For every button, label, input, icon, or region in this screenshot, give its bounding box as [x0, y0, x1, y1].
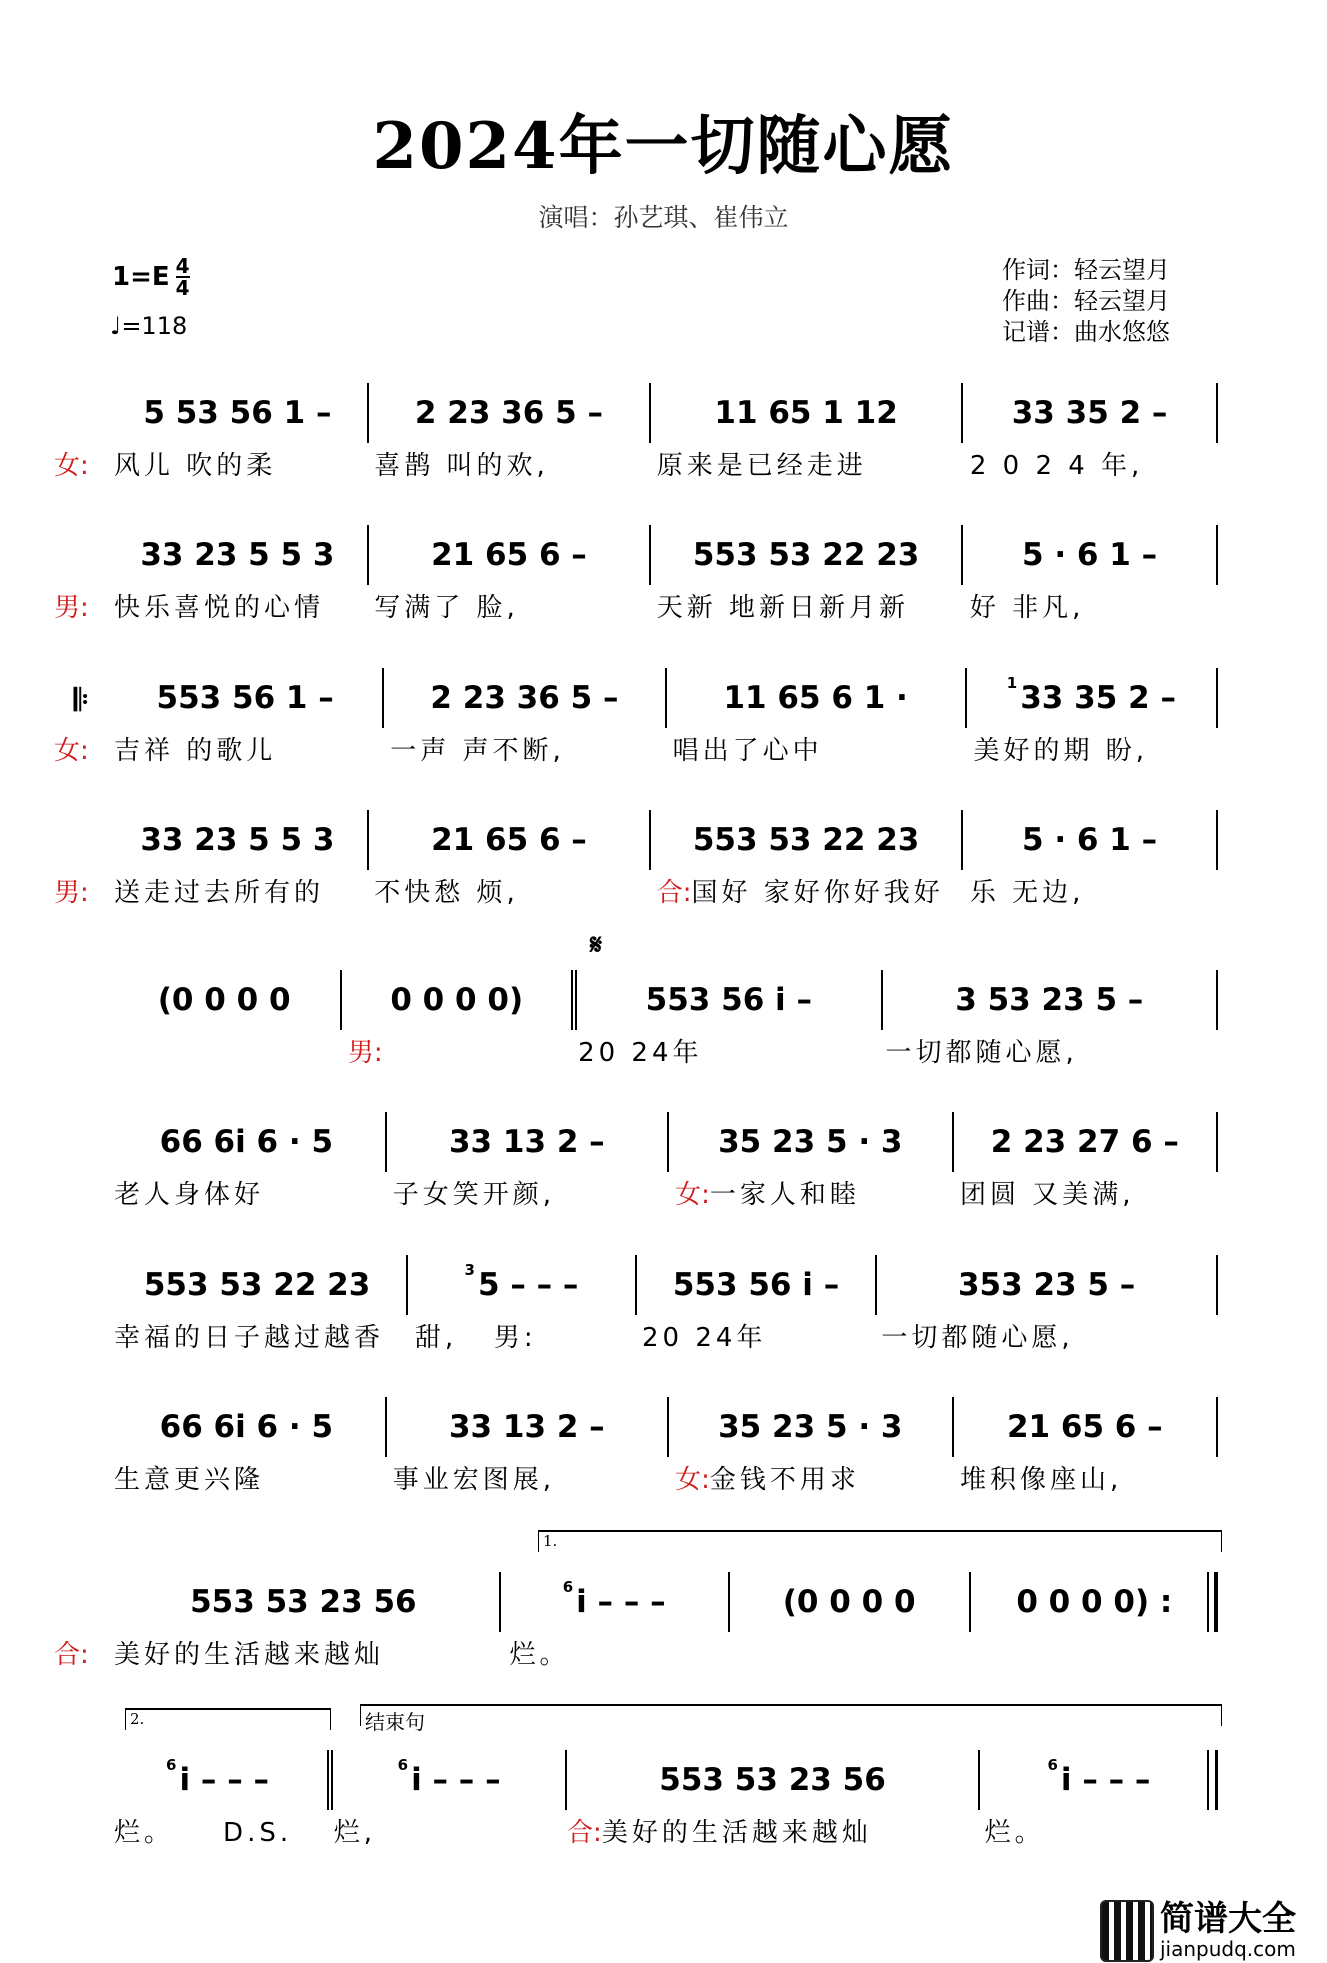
lyric-text: 烂,	[333, 1817, 377, 1848]
measure-note-group	[166, 1756, 269, 1798]
repeat-start-icon: 𝄆	[74, 683, 89, 718]
lyrics-line	[108, 1810, 1218, 1850]
singer-role-label: 合:	[567, 1817, 602, 1848]
lyric-text: 事业宏图展,	[392, 1464, 555, 1495]
lyrics-line	[54, 1632, 1218, 1672]
measure-note-group	[160, 1409, 333, 1445]
lyric-text: 天新 地新日新月新	[656, 592, 909, 623]
measure	[108, 668, 384, 728]
lyric-text: 金钱不用求	[709, 1464, 860, 1495]
measure-note-group	[1022, 822, 1157, 858]
measure-lyrics	[561, 1810, 979, 1850]
measure-notes: 33 23 5 5 3	[140, 822, 335, 858]
measure-notes: 5 · 6 1 –	[1022, 537, 1158, 573]
measure	[883, 970, 1219, 1030]
lyric-text: 美好的生活越来越灿	[601, 1817, 872, 1848]
measure-lyrics	[968, 728, 1218, 768]
measure-notes: 0 0 0 0)	[390, 982, 524, 1018]
measure	[108, 1750, 333, 1810]
measure	[108, 1112, 387, 1172]
lyric-text: 写满了 脸,	[374, 592, 519, 623]
singer-role-label: 女:	[675, 1464, 710, 1495]
lyric-text: 一切都随心愿,	[885, 1037, 1078, 1068]
measure	[108, 383, 369, 443]
measure-lyrics	[387, 1457, 669, 1497]
measure-lyrics	[651, 585, 964, 625]
notation-system	[108, 383, 1218, 443]
measure	[108, 525, 369, 585]
measure	[954, 1112, 1218, 1172]
tempo: ♩=118	[110, 312, 188, 340]
measure	[980, 1750, 1218, 1810]
measure-note-group	[160, 1124, 333, 1160]
lyrics-line	[108, 1457, 1218, 1497]
measure	[369, 810, 651, 870]
watermark	[1100, 1900, 1296, 1962]
measure	[577, 970, 882, 1030]
measure-notes: 33 23 5 5 3	[140, 537, 335, 573]
singer-role-label: 合:	[656, 877, 692, 908]
measure	[408, 1255, 637, 1315]
singer-role-label: 合:	[54, 1639, 89, 1670]
measure	[108, 1397, 387, 1457]
singers: 演唱：孙艺琪、崔伟立	[538, 203, 789, 232]
lyric-text: 堆积像座山,	[960, 1464, 1123, 1495]
measure-lyrics	[731, 1632, 970, 1672]
measure-lyrics	[572, 1030, 879, 1070]
lyrics-line	[54, 443, 1218, 483]
transcriber: 记谱：曲水悠悠	[1002, 318, 1170, 346]
measure	[651, 525, 963, 585]
measure-note-group	[693, 537, 920, 573]
measure-lyrics	[108, 1315, 409, 1355]
lyric-text: 不快愁 烦,	[374, 877, 519, 908]
lyrics-line	[54, 585, 1218, 625]
measure-notes: i – – –	[1060, 1762, 1151, 1798]
measure-notes: 35 23 5 · 3	[718, 1409, 903, 1445]
grace-note: 1	[1006, 674, 1018, 692]
measure-note-group	[190, 1584, 417, 1620]
notation-system	[108, 668, 1218, 728]
measure	[369, 383, 651, 443]
time-signature	[176, 256, 190, 298]
measure	[971, 1572, 1218, 1632]
singer-role-label: 男:	[54, 877, 89, 908]
measure-notes: 553 56 i –	[672, 1267, 840, 1303]
measure-notes: 353 23 5 –	[957, 1267, 1136, 1303]
volta-bracket: 2.	[125, 1708, 331, 1730]
lyric-text: 甜, 男:	[414, 1322, 537, 1353]
lyric-text: 原来是已经走进	[656, 450, 867, 481]
measure-notes: 5 · 6 1 –	[1022, 822, 1158, 858]
measure-note-group	[449, 1409, 605, 1445]
measure-lyrics	[651, 443, 964, 483]
measure	[108, 1572, 501, 1632]
measure-notes: 66 6i 6 · 5	[159, 1409, 334, 1445]
lyric-text: 老人身体好	[114, 1179, 265, 1210]
measure-notes: 553 53 23 56	[190, 1584, 417, 1620]
measure-notes: i – – –	[179, 1762, 269, 1798]
measure-note-group	[449, 1124, 605, 1160]
notation-system	[108, 810, 1218, 870]
measure-notes: 5 – – –	[477, 1267, 579, 1303]
lyric-text: 喜鹊 叫的欢,	[374, 450, 549, 481]
measure-lyrics	[964, 585, 1218, 625]
measure	[963, 383, 1218, 443]
measure-note-group	[157, 680, 334, 716]
measure-lyrics	[503, 1632, 730, 1672]
measure	[342, 970, 577, 1030]
time-signature-top: 4	[175, 254, 190, 278]
measure-notes: i – – –	[576, 1584, 666, 1620]
measure-notes: 553 53 23 56	[659, 1762, 886, 1798]
measure	[730, 1572, 971, 1632]
measure	[651, 810, 963, 870]
key: 1=E	[112, 262, 170, 292]
grace-note: 3	[464, 1261, 475, 1279]
measure-notes: 21 65 6 –	[431, 822, 587, 858]
notation-system	[108, 1397, 1218, 1457]
credits	[1002, 255, 1170, 348]
measure-lyrics	[108, 443, 368, 483]
lyric-text: 唱出了心中	[672, 735, 823, 766]
singer-role-label: 男:	[347, 1037, 383, 1068]
time-signature-bottom: 4	[175, 276, 190, 300]
measure-lyrics	[108, 1172, 387, 1212]
measure-notes: 553 53 22 23	[143, 1267, 371, 1303]
notation-system	[108, 1750, 1218, 1810]
measure-lyrics	[875, 1315, 1218, 1355]
measure	[669, 1397, 954, 1457]
measure-lyrics	[368, 585, 650, 625]
lyric-text: 团圆 又美满,	[960, 1179, 1135, 1210]
measure	[387, 1397, 669, 1457]
measure-notes: 33 13 2 –	[448, 1409, 605, 1445]
watermark-name: 简谱大全	[1160, 1899, 1296, 1939]
measure-lyrics	[667, 728, 968, 768]
measure-notes: (0 0 0 0	[782, 1584, 916, 1620]
notation-system	[108, 1572, 1218, 1632]
lyric-text: 好 非凡,	[969, 592, 1085, 623]
measure	[667, 668, 967, 728]
measure-note-group	[430, 680, 618, 716]
singer-role-label: 男:	[54, 592, 89, 623]
measure-note-group	[562, 1578, 666, 1620]
lyric-text: 一声 声不断,	[390, 735, 565, 766]
measure-notes: 2 23 27 6 –	[990, 1124, 1179, 1160]
measure-note-group	[464, 1261, 579, 1303]
measure-note-group	[723, 680, 907, 716]
lyric-text: 国好 家好你好我好	[691, 877, 944, 908]
measure-note-group	[415, 395, 603, 431]
measure-notes: i – – –	[411, 1762, 501, 1798]
measure-notes: 2 23 36 5 –	[430, 680, 619, 716]
lyric-text: 风儿 吹的柔	[114, 450, 277, 481]
composer: 作曲：轻云望月	[1002, 287, 1170, 315]
measure-notes: 3 53 23 5 –	[955, 982, 1144, 1018]
measure-notes: 11 65 1 12	[714, 395, 898, 431]
measure-note-group	[958, 1267, 1135, 1303]
measure-notes: 553 53 22 23	[692, 822, 920, 858]
measure-note-group	[431, 822, 587, 858]
measure-note-group	[144, 1267, 371, 1303]
measure	[877, 1255, 1218, 1315]
measure-notes: 66 6i 6 · 5	[159, 1124, 334, 1160]
measure-note-group	[659, 1762, 886, 1798]
measure-note-group	[1012, 395, 1168, 431]
notation-system	[108, 1255, 1218, 1315]
measure-notes: 553 56 i –	[645, 982, 812, 1018]
grace-note: 6	[166, 1756, 177, 1774]
measure-notes: 5 53 56 1 –	[143, 395, 332, 431]
measure	[108, 810, 369, 870]
notation-system	[108, 970, 1218, 1030]
measure-note-group	[1006, 674, 1176, 716]
lyricist: 作词：轻云望月	[1002, 256, 1170, 284]
volta-bracket: 1.	[538, 1530, 1222, 1552]
singer-role-label: 女:	[54, 735, 89, 766]
lyric-text: 美好的期 盼,	[973, 735, 1149, 766]
measure-notes: 33 35 2 –	[1011, 395, 1168, 431]
measure-lyrics	[108, 1632, 503, 1672]
measure-lyrics	[384, 728, 666, 768]
lyric-text: 子女笑开颜,	[392, 1179, 555, 1210]
measure	[384, 668, 666, 728]
measure-lyrics	[879, 1030, 1218, 1070]
lyric-text: 美好的生活越来越灿	[114, 1639, 385, 1670]
lyric-text: 吉祥 的歌儿	[114, 735, 277, 766]
lyrics-line	[54, 870, 1218, 910]
measure-notes: 35 23 5 · 3	[718, 1124, 903, 1160]
measure-notes: 2 23 36 5 –	[414, 395, 603, 431]
lyric-text: 烂。	[984, 1817, 1045, 1848]
singer-role-label: 女:	[54, 450, 89, 481]
lyric-text: 一家人和睦	[709, 1179, 860, 1210]
measure-lyrics	[328, 1810, 561, 1850]
measure-lyrics	[368, 443, 650, 483]
notation-system	[108, 1112, 1218, 1172]
measure-lyrics	[108, 1030, 342, 1070]
measure	[651, 383, 963, 443]
lyrics-line	[108, 1030, 1218, 1070]
measure-note-group	[718, 1409, 902, 1445]
measure-lyrics	[368, 870, 650, 910]
singer-role-label: 女:	[675, 1179, 710, 1210]
measure	[567, 1750, 980, 1810]
grace-note: 6	[562, 1578, 574, 1596]
measure-note-group	[390, 982, 523, 1018]
measure-lyrics	[669, 1457, 954, 1497]
measure-note-group	[1022, 537, 1157, 573]
measure-notes: (0 0 0 0	[157, 982, 291, 1018]
measure-notes: 21 65 6 –	[1006, 1409, 1163, 1445]
measure-note-group	[140, 537, 334, 573]
measure-note-group	[991, 1124, 1179, 1160]
measure-lyrics	[108, 1810, 328, 1850]
measure-lyrics	[636, 1315, 875, 1355]
measure-lyrics	[108, 728, 384, 768]
measure	[963, 810, 1218, 870]
measure	[333, 1750, 567, 1810]
grace-note: 6	[397, 1756, 409, 1774]
measure-lyrics	[964, 870, 1218, 910]
lyric-text: 一切都随心愿,	[881, 1322, 1074, 1353]
measure	[108, 1255, 408, 1315]
lyric-text: 乐 无边,	[969, 877, 1085, 908]
watermark-url: jianpudq.com	[1160, 1937, 1296, 1961]
measure-lyrics	[979, 1810, 1218, 1850]
lyric-text: 20 24年	[578, 1037, 703, 1068]
measure-lyrics	[954, 1172, 1218, 1212]
measure-note-group	[431, 537, 587, 573]
lyric-text: 送走过去所有的	[114, 877, 325, 908]
measure-note-group	[158, 982, 291, 1018]
measure-notes: 33 13 2 –	[448, 1124, 605, 1160]
measure-lyrics	[954, 1457, 1218, 1497]
measure-note-group	[714, 395, 897, 431]
measure-note-group	[955, 982, 1143, 1018]
measure-lyrics	[108, 585, 368, 625]
segno-icon: 𝄋	[590, 928, 603, 961]
key-signature	[112, 256, 190, 298]
measure-notes: 21 65 6 –	[431, 537, 587, 573]
lyric-text: 烂。 D.S.	[114, 1817, 293, 1848]
lyric-text: 烂。	[509, 1639, 570, 1670]
measure-note-group	[1016, 1584, 1172, 1620]
measure-lyrics	[669, 1172, 954, 1212]
lyric-text: 生意更兴隆	[114, 1464, 265, 1495]
grace-note: 6	[1047, 1756, 1058, 1774]
measure-note-group	[673, 1267, 839, 1303]
notation-system	[108, 525, 1218, 585]
measure-note-group	[397, 1756, 501, 1798]
measure-note-group	[143, 395, 331, 431]
measure	[963, 525, 1218, 585]
measure-lyrics	[387, 1172, 669, 1212]
measure-note-group	[646, 982, 812, 1018]
measure-note-group	[1007, 1409, 1163, 1445]
measure	[967, 668, 1218, 728]
measure-note-group	[718, 1124, 902, 1160]
measure	[669, 1112, 954, 1172]
measure-note-group	[783, 1584, 916, 1620]
lyric-text: 20 24年	[641, 1322, 767, 1353]
measure-notes: 553 53 22 23	[692, 537, 920, 573]
song-title: 2024年一切随心愿	[372, 109, 955, 184]
measure-lyrics	[409, 1315, 636, 1355]
lyric-text: 2 0 2 4 年,	[969, 450, 1144, 481]
measure-lyrics	[651, 870, 964, 910]
measure-lyrics	[964, 443, 1218, 483]
measure-note-group	[140, 822, 334, 858]
measure	[954, 1397, 1218, 1457]
lyric-text: 快乐喜悦的心情	[114, 592, 325, 623]
measure	[108, 970, 342, 1030]
measure-note-group	[693, 822, 920, 858]
measure-notes: 0 0 0 0) :	[1016, 1584, 1173, 1620]
ending-bracket: 结束句	[360, 1704, 1222, 1726]
measure-notes: 553 56 1 –	[156, 680, 334, 716]
measure-lyrics	[342, 1030, 572, 1070]
measure-note-group	[1047, 1756, 1151, 1798]
measure	[369, 525, 651, 585]
measure	[501, 1572, 730, 1632]
lyric-text: 幸福的日子越过越香	[114, 1322, 385, 1353]
measure	[387, 1112, 669, 1172]
measure-notes: 33 35 2 –	[1020, 680, 1176, 716]
measure-lyrics	[108, 870, 368, 910]
measure-notes: 11 65 6 1 ·	[723, 680, 908, 716]
measure	[637, 1255, 878, 1315]
lyrics-line	[54, 728, 1218, 768]
measure-lyrics	[970, 1632, 1218, 1672]
measure-lyrics	[108, 1457, 387, 1497]
lyrics-line	[108, 1172, 1218, 1212]
lyrics-line	[108, 1315, 1218, 1355]
piano-keys-icon	[1100, 1900, 1154, 1962]
